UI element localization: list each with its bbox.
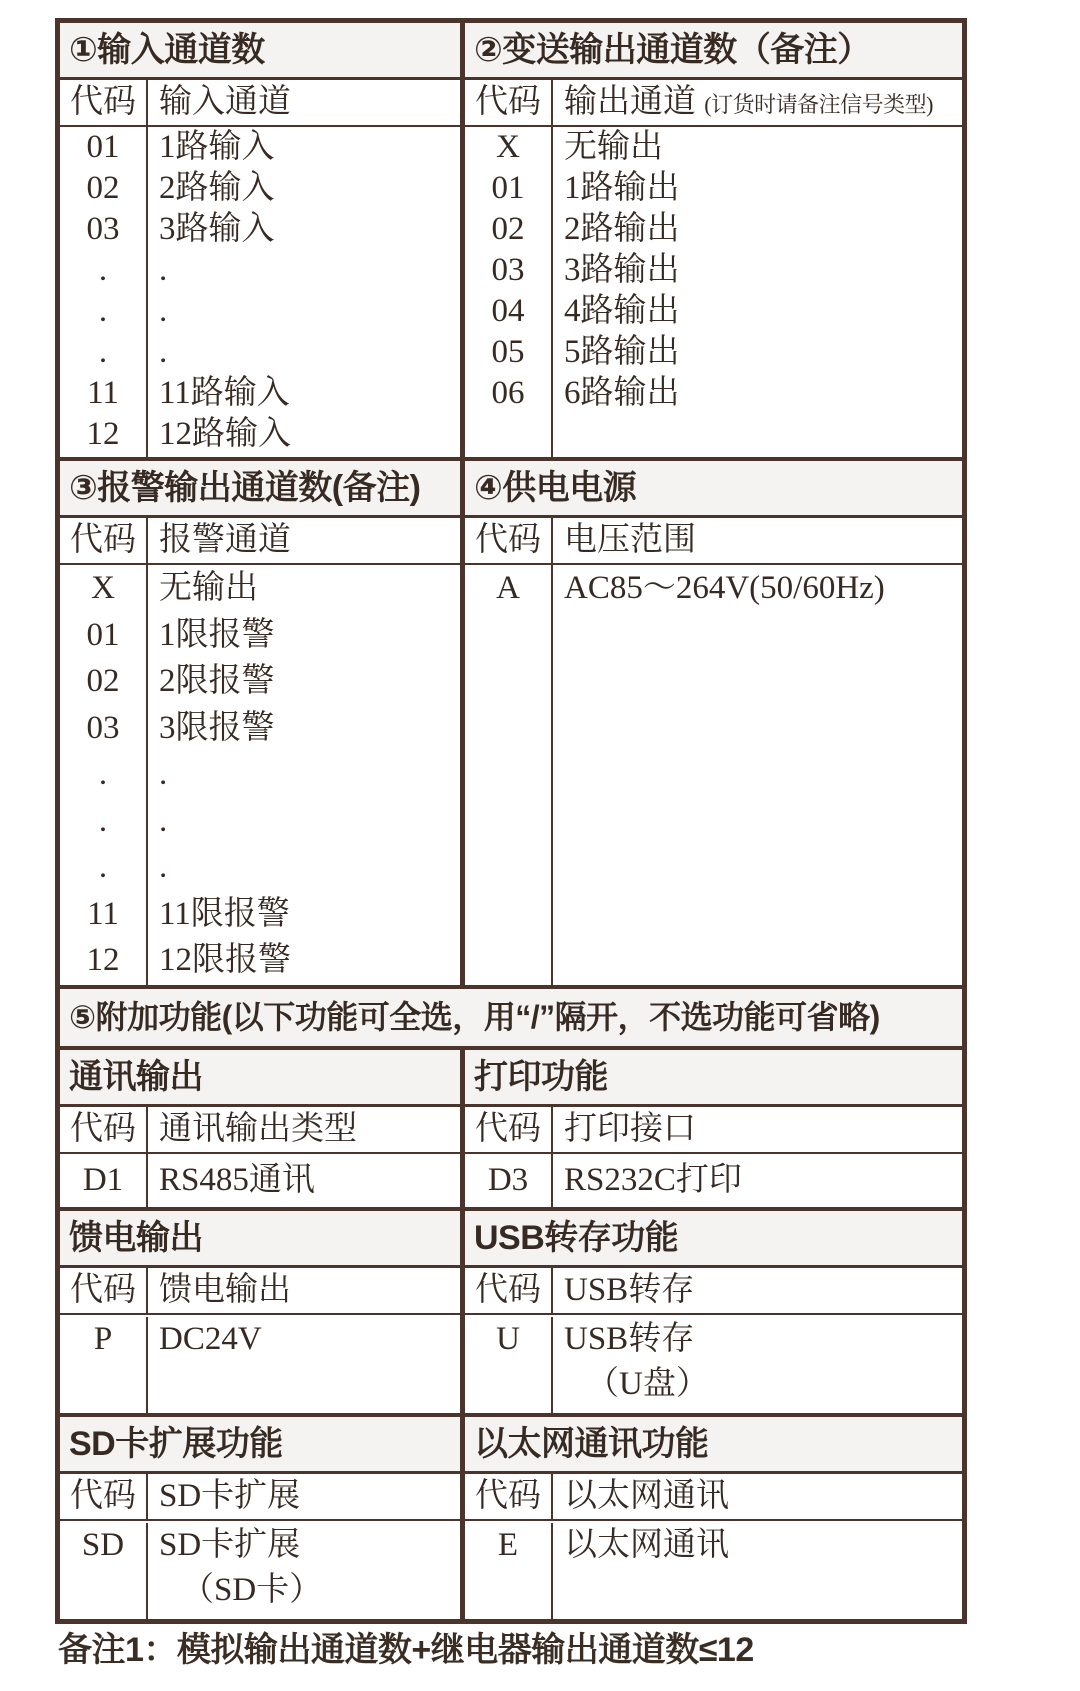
code-column xyxy=(465,1317,553,1413)
code-cell: X xyxy=(496,129,520,165)
section-input-channels xyxy=(60,23,465,457)
desc-column xyxy=(553,1523,962,1619)
column-header-code: 代码 xyxy=(465,80,553,125)
desc-cell-line2: （U盘） xyxy=(586,1366,709,1402)
code-column xyxy=(60,565,148,985)
desc-cell: 12路输入 xyxy=(159,416,291,452)
desc-cell: . xyxy=(159,252,168,288)
column-header-code: 代码 xyxy=(60,518,148,563)
code-cell: E xyxy=(497,1527,519,1563)
section-comm-output xyxy=(60,1050,465,1207)
usb-title: USB转存功能 xyxy=(465,1211,962,1268)
code-cell: 01 xyxy=(491,170,525,206)
code-cell: 11 xyxy=(87,375,119,411)
desc-cell: 5路输出 xyxy=(564,334,680,370)
section5-title: ⑤附加功能(以下功能可全选，用“/”隔开，不选功能可省略) xyxy=(60,989,962,1050)
feed-title: 馈电输出 xyxy=(60,1211,460,1268)
code-cell: 03 xyxy=(86,211,120,247)
desc-column xyxy=(148,565,460,985)
column-header-code: 代码 xyxy=(60,1474,148,1519)
code-cell: 01 xyxy=(86,129,120,165)
desc-cell: RS232C打印 xyxy=(564,1162,742,1198)
section1-title: ①输入通道数 xyxy=(60,23,460,80)
code-column xyxy=(60,1523,148,1619)
code-cell: 04 xyxy=(491,293,525,329)
column-header-desc: 以太网通讯 xyxy=(564,1478,729,1514)
column-header-desc: 打印接口 xyxy=(564,1111,696,1147)
desc-cell: SD卡扩展 xyxy=(159,1527,301,1563)
desc-cell: 2路输出 xyxy=(564,211,680,247)
section3-title: ③报警输出通道数(备注) xyxy=(60,461,460,518)
block-feed-usb xyxy=(60,1211,962,1417)
section1-data xyxy=(60,127,460,457)
desc-column xyxy=(148,1317,460,1413)
section-ethernet-comm xyxy=(465,1417,962,1619)
sd-header-row xyxy=(60,1474,460,1521)
code-cell: 03 xyxy=(491,252,525,288)
desc-cell: 1路输出 xyxy=(564,170,680,206)
code-cell: 02 xyxy=(86,663,120,699)
section-power-supply xyxy=(465,461,962,985)
column-header-code: 代码 xyxy=(465,1474,553,1519)
code-column xyxy=(60,1317,148,1413)
desc-column xyxy=(553,1154,962,1207)
desc-cell: 1限报警 xyxy=(159,616,275,653)
column-header-desc: SD卡扩展 xyxy=(159,1478,301,1514)
desc-cell: 1路输入 xyxy=(159,129,275,165)
desc-cell: 3限报警 xyxy=(159,709,275,746)
section3-header-row xyxy=(60,518,460,565)
code-cell: . xyxy=(98,756,108,792)
code-cell: X xyxy=(91,570,115,606)
code-column xyxy=(465,1154,553,1207)
code-column xyxy=(465,127,553,457)
column-header-code: 代码 xyxy=(465,1107,553,1152)
feed-header-row xyxy=(60,1268,460,1315)
desc-cell: 以太网通讯 xyxy=(564,1527,729,1563)
section-feed-output xyxy=(60,1211,465,1413)
column-header-code: 代码 xyxy=(465,518,553,563)
code-column xyxy=(465,565,553,985)
section2-data xyxy=(465,127,962,457)
code-cell: D1 xyxy=(82,1162,124,1198)
comm-header-row xyxy=(60,1107,460,1154)
desc-column xyxy=(553,1317,962,1413)
desc-column xyxy=(553,127,962,457)
usb-header-row xyxy=(465,1268,962,1315)
usb-data xyxy=(465,1315,962,1413)
print-header-row xyxy=(465,1107,962,1154)
column-header-desc: 馈电输出 xyxy=(159,1272,291,1308)
desc-cell: 3路输出 xyxy=(564,252,680,288)
column-header-desc-main: 输出通道 xyxy=(564,84,696,120)
code-cell: . xyxy=(98,293,108,329)
desc-cell: 6路输出 xyxy=(564,375,680,411)
comm-data xyxy=(60,1154,460,1207)
block-input-transmit xyxy=(60,23,962,461)
desc-cell: RS485通讯 xyxy=(159,1162,315,1198)
code-cell: D3 xyxy=(487,1162,529,1198)
column-header-desc: 电压范围 xyxy=(564,522,696,558)
code-cell: 12 xyxy=(86,416,120,452)
column-header-desc: 通讯输出类型 xyxy=(159,1111,357,1147)
code-cell: . xyxy=(98,849,108,885)
print-title: 打印功能 xyxy=(465,1050,962,1107)
code-cell: 02 xyxy=(86,170,120,206)
code-cell: U xyxy=(496,1321,520,1357)
desc-cell: AC85～264V(50/60Hz) xyxy=(564,570,885,606)
code-cell: 06 xyxy=(491,375,525,411)
eth-title: 以太网通讯功能 xyxy=(465,1417,962,1474)
desc-cell: 2路输入 xyxy=(159,170,275,206)
column-header-code: 代码 xyxy=(60,80,148,125)
section3-data xyxy=(60,565,460,985)
desc-cell: 2限报警 xyxy=(159,663,275,699)
section-print-function xyxy=(465,1050,962,1207)
print-data xyxy=(465,1154,962,1207)
desc-cell-line2: （SD卡） xyxy=(181,1572,323,1608)
code-cell: . xyxy=(98,802,108,839)
desc-cell: 无输出 xyxy=(564,129,663,165)
desc-cell: 12限报警 xyxy=(159,942,291,978)
sd-title: SD卡扩展功能 xyxy=(60,1417,460,1474)
desc-cell: . xyxy=(159,334,168,370)
section2-header-row xyxy=(465,80,962,127)
selection-table xyxy=(55,18,967,1624)
column-header-desc-note: (订货时请备注信号类型) xyxy=(704,92,933,117)
footnote: 备注1：模拟输出通道数+继电器输出通道数≤12 xyxy=(58,1631,754,1669)
sd-data xyxy=(60,1521,460,1619)
desc-cell: 11路输入 xyxy=(159,375,290,411)
desc-cell: . xyxy=(159,293,168,329)
block-alarm-power xyxy=(60,461,962,989)
desc-cell: 无输出 xyxy=(159,570,258,606)
section2-title: ②变送输出通道数（备注） xyxy=(465,23,962,80)
comm-title: 通讯输出 xyxy=(60,1050,460,1107)
block-comm-print xyxy=(60,1050,962,1211)
desc-column xyxy=(148,1154,460,1207)
code-cell: 11 xyxy=(87,895,119,932)
desc-cell: USB转存 xyxy=(564,1321,695,1357)
desc-cell: . xyxy=(159,756,168,792)
desc-cell: DC24V xyxy=(159,1321,262,1357)
column-header-desc: 输入通道 xyxy=(159,84,291,120)
code-column xyxy=(60,127,148,457)
desc-column xyxy=(148,127,460,457)
desc-cell: . xyxy=(159,849,168,885)
code-cell: . xyxy=(98,334,108,370)
desc-cell: 4路输出 xyxy=(564,293,680,329)
column-header-code: 代码 xyxy=(60,1268,148,1313)
desc-cell: 11限报警 xyxy=(159,895,290,932)
eth-data xyxy=(465,1521,962,1619)
code-cell: 01 xyxy=(86,616,120,653)
desc-cell: . xyxy=(159,802,168,839)
column-header-code: 代码 xyxy=(465,1268,553,1313)
code-cell: 03 xyxy=(86,709,120,746)
eth-header-row xyxy=(465,1474,962,1521)
desc-column xyxy=(553,565,962,985)
block-sd-ethernet xyxy=(60,1417,962,1619)
section4-title: ④供电电源 xyxy=(465,461,962,518)
code-cell: P xyxy=(93,1321,113,1357)
code-cell: 02 xyxy=(491,211,525,247)
section-transmit-output xyxy=(465,23,962,457)
feed-data xyxy=(60,1315,460,1413)
code-cell: A xyxy=(496,570,520,606)
code-column xyxy=(465,1523,553,1619)
column-header-desc xyxy=(553,80,962,125)
code-cell: 12 xyxy=(86,942,120,978)
section4-header-row xyxy=(465,518,962,565)
section-usb-transfer xyxy=(465,1211,962,1413)
code-cell: SD xyxy=(81,1527,125,1563)
column-header-code: 代码 xyxy=(60,1107,148,1152)
code-cell: 05 xyxy=(491,334,525,370)
code-cell: . xyxy=(98,252,108,288)
section-sd-expansion xyxy=(60,1417,465,1619)
section1-header-row xyxy=(60,80,460,127)
section4-data xyxy=(465,565,962,985)
column-header-desc: 报警通道 xyxy=(159,522,291,558)
desc-cell: 3路输入 xyxy=(159,211,275,247)
code-column xyxy=(60,1154,148,1207)
section-alarm-output xyxy=(60,461,465,985)
column-header-desc: USB转存 xyxy=(564,1272,695,1308)
desc-column xyxy=(148,1523,460,1619)
